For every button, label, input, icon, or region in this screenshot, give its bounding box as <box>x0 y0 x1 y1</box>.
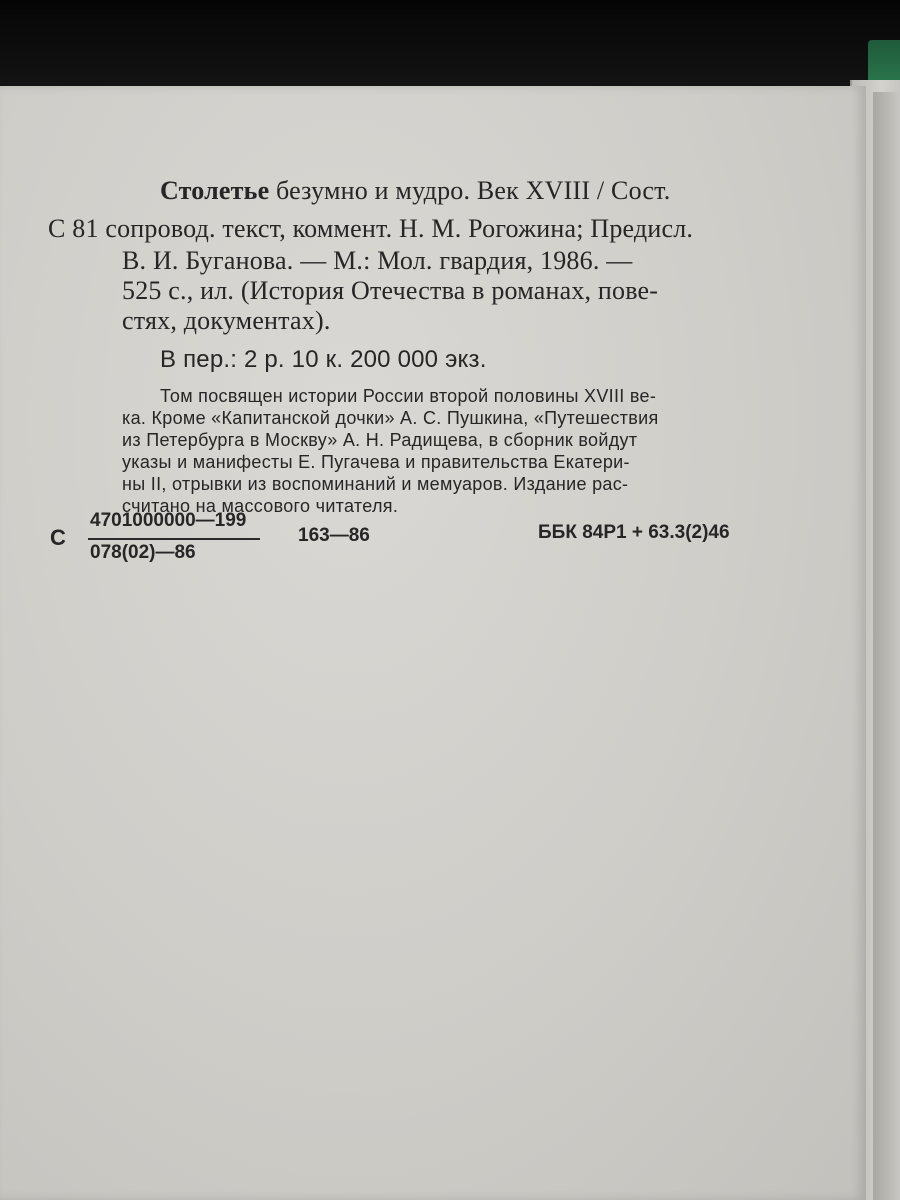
price-line: В пер.: 2 р. 10 к. 200 000 экз. <box>160 346 487 373</box>
catalog-line-1 <box>160 176 670 206</box>
code-denominator: 078(02)—86 <box>90 542 196 563</box>
book-spine-strip <box>873 92 900 1200</box>
background-dark <box>0 0 900 90</box>
code-middle: 163—86 <box>298 525 370 546</box>
catalog-line-2-text: сопровод. текст, коммент. Н. М. Рогожина; Предисл. <box>105 214 694 243</box>
fraction-bar <box>88 538 260 540</box>
code-numerator: 4701000000—199 <box>90 510 247 531</box>
annotation-line: указы и манифесты Е. Пугачева и правительства Екатери- <box>122 452 630 472</box>
code-letter: С <box>50 525 66 550</box>
catalog-line-1-rest: безумно и мудро. Век XVIII / Сост. <box>276 176 671 205</box>
catalog-line-5: стях, документах). <box>122 306 331 335</box>
annotation-line: считано на массового читателя. <box>122 496 399 516</box>
catalog-line-4: 525 с., ил. (История Отечества в романах, пове- <box>122 276 659 305</box>
book-title: Столетье <box>160 176 270 205</box>
catalog-line-2 <box>48 214 693 244</box>
call-number: С 81 <box>48 214 99 243</box>
annotation-line: из Петербурга в Москву» А. Н. Радищева, в сборник войдут <box>122 430 638 450</box>
catalog-line-3: В. И. Буганова. — М.: Мол. гвардия, 1986. — <box>122 246 633 275</box>
annotation-line: ны II, отрывки из воспоминаний и мемуаров. Издание рас- <box>122 474 629 494</box>
annotation-line: ка. Кроме «Капитанской дочки» А. С. Пушкина, «Путешествия <box>122 408 659 428</box>
bbk-code: ББК 84Р1 + 63.3(2)46 <box>538 522 730 543</box>
annotation-line: Том посвящен истории России второй половины XVIII ве- <box>160 386 657 406</box>
